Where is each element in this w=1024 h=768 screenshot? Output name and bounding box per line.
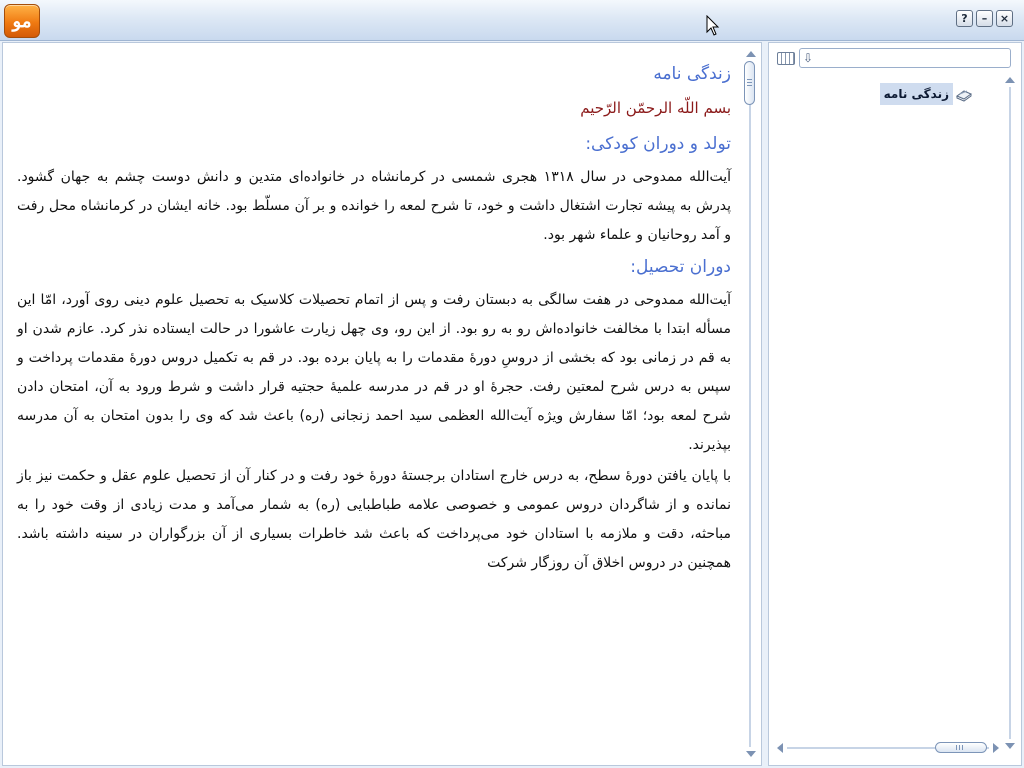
side-panel [768,42,1022,766]
article-title: زندگی نامه [653,64,731,84]
help-icon: ? [961,12,968,25]
window-controls [956,10,1013,27]
title-bar [0,0,1024,41]
close-icon: × [999,12,1010,25]
scroll-track[interactable] [749,61,751,747]
search-arrow-icon[interactable]: ⇩ [802,51,814,65]
mouse-cursor-icon [706,15,720,37]
minimize-icon: – [981,12,988,25]
hscroll-thumb[interactable] [935,742,987,753]
tree-item-biography[interactable] [880,83,973,105]
basmala: بسم اللّه الرحمّن الرّحیم [580,99,731,117]
article [17,57,731,580]
section-heading-education: دوران تحصیل: [630,257,731,277]
app-logo-glyph: مو [12,10,32,32]
paragraph-education-2: با پایان یافتن دورهٔ سطح، به درس خارج استادان برجستهٔ دورهٔ خود رفت و در کنار آن از تحصیل علوم عقل و حکمت نیز باز نمانده و از شاگردان دروس عمومی و خصوصی علامه طباطبایی (ره) به شمار می‌آمد و مدت زیادی از وقت خود را به مباحثه، دقت و ملازمه با استادان خود می‌پرداخت که باعث شد خاطرات بسیاری از آن بزرگواران در سینه داشته باشد. همچنین در دروس اخلاق آن روزگار شرکت [17,468,731,571]
app-logo[interactable] [4,4,40,38]
sidebar-scroll-track[interactable] [1009,87,1011,739]
scroll-up-arrow-icon[interactable] [746,51,756,57]
sidebar-scroll-down-arrow-icon[interactable] [1005,743,1015,749]
sidebar-horizontal-scrollbar[interactable] [775,741,1001,755]
help-button[interactable] [956,10,973,27]
keyboard-icon[interactable] [777,52,795,65]
scroll-right-arrow-icon[interactable] [993,743,999,753]
content-vertical-scrollbar[interactable] [743,49,757,759]
section-heading-birth: تولد و دوران کودکی: [585,134,731,154]
content-panel [2,42,762,766]
sidebar-scroll-up-arrow-icon[interactable] [1005,77,1015,83]
book-icon [955,86,973,102]
search-input[interactable] [816,49,1010,69]
tree-item-label: زندگی نامه [880,83,953,105]
paragraph-birth: آیت‌الله ممدوحی در سال ۱۳۱۸ هجری شمسی در کرمانشاه در خانواده‌ای متدین و دانش دوست چشم به جهان گشود. پدرش به پیشه تجارت اشتغال داشت و خود، تا شرح لمعه را خوانده و بر آن مسلّط بود. خانه ایشان در کرمانشاه محل رفت و آمد روحانیان و علماء شهر بود. [17,169,731,243]
sidebar-vertical-scrollbar[interactable] [1003,75,1017,751]
close-button[interactable] [996,10,1013,27]
minimize-button[interactable] [976,10,993,27]
scroll-down-arrow-icon[interactable] [746,751,756,757]
scroll-left-arrow-icon[interactable] [777,743,783,753]
search-box[interactable] [799,48,1011,68]
paragraph-education-1: آیت‌الله ممدوحی در هفت سالگی به دبستان رفت و پس از اتمام تحصیلات کلاسیک به تحصیل علوم دینی روی آورد، امّا این مسأله ابتدا با مخالفت خانواده‌اش رو به رو بود. از این رو، وی چهل زیارت عاشورا در حالت ایستاده نذر کرد. عازم شدن او به قم در زمانی بود که بخشی از دروسِ دورهٔ مقدمات را به پایان برده بود. در قم به تکمیل دروس دورهٔ مقدمات پرداخت و سپس به درس شرح لمعتین رفت. حجرهٔ او در قم در مدرسه علمیهٔ حجتیه قرار داشت و شرط ورود به آن، امتحان دادن شرح لمعه بود؛ امّا سفارش ویژه آیت‌الله العظمی سید احمد زنجانی (ره) باعث شد که وی را بدون امتحان به آن مدرسه بپذیرند. [17,292,731,453]
scroll-thumb[interactable] [744,61,755,105]
